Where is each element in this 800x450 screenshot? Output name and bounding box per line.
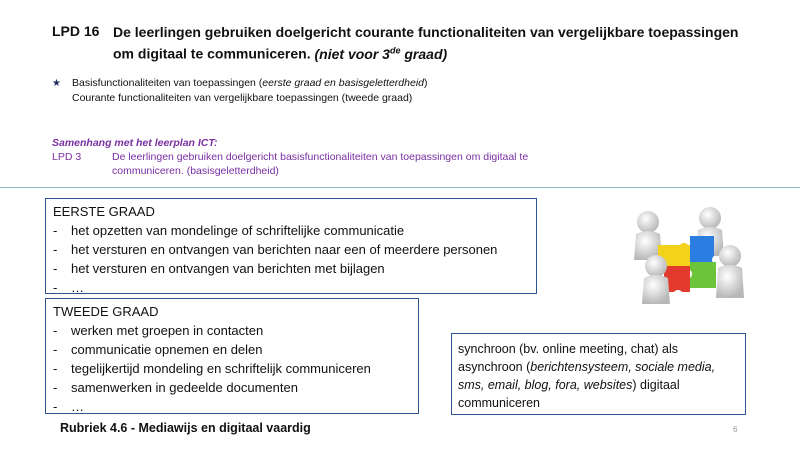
figure-head-icon — [637, 211, 659, 233]
ict-block — [52, 136, 572, 178]
tweede-graad-box — [45, 298, 419, 414]
basis-list — [52, 76, 428, 106]
page-number: 6 — [733, 425, 738, 434]
list-item-text: tegelijkertijd mondeling en schriftelijk communiceren — [71, 361, 371, 376]
eerste-graad-title: EERSTE GRAAD — [53, 204, 155, 219]
lpd-title-note-sup: de — [389, 45, 401, 55]
list-item: - … — [53, 280, 84, 295]
list-item-text: … — [71, 280, 84, 295]
lpd-title-line2: digitaal te communiceren. — [137, 45, 311, 62]
list-item: - communicatie opnemen en delen — [53, 342, 263, 357]
ict-code: LPD 3 — [52, 151, 82, 163]
communicatie-text-italic: berichtensysteem, sociale media, sms, email, blog, fora, websites — [458, 360, 716, 392]
list-item: - het versturen en ontvangen van berichten naar een of meerdere personen — [53, 242, 498, 257]
list-item-text: het versturen en ontvangen van berichten met bijlagen — [71, 261, 385, 276]
puzzle-figures-illustration — [618, 200, 763, 310]
basis-item-1-b: ) — [424, 77, 428, 89]
list-item: - … — [53, 399, 84, 414]
lpd-title-note-b: graad) — [400, 45, 448, 62]
basis-item-1 — [52, 76, 428, 91]
lpd-title-note-a: (niet voor 3 — [314, 45, 390, 62]
tweede-graad-list — [53, 321, 411, 416]
figure-body-icon — [716, 265, 744, 298]
section-divider — [0, 187, 800, 188]
list-item: - werken met groepen in contacten — [53, 323, 264, 338]
lpd-title-line1: De leerlingen gebruiken doelgericht courante functionaliteiten van vergelijkbare toepassingen om — [113, 24, 739, 62]
footer-rubriek: Rubriek 4.6 - Mediawijs en digitaal vaardig — [60, 421, 311, 435]
figure-head-icon — [645, 255, 667, 277]
list-item-text: … — [71, 399, 84, 414]
ict-heading: Samenhang met het leerplan ICT: — [52, 137, 218, 149]
list-item: - samenwerken in gedeelde documenten — [53, 380, 298, 395]
ict-text: De leerlingen gebruiken doelgericht basisfunctionaliteiten van toepassingen om digitaal te communiceren. (basisgeletterdheid) — [112, 151, 529, 177]
lpd-title — [113, 23, 753, 63]
figure-head-icon — [719, 245, 741, 267]
lpd-title-note — [315, 46, 448, 62]
communicatie-text-b: ) digitaal communiceren — [458, 378, 680, 410]
list-item: - tegelijkertijd mondeling en schriftelijk communiceren — [53, 361, 371, 376]
list-item-text: werken met groepen in contacten — [71, 323, 264, 338]
tweede-graad-title: TWEEDE GRAAD — [53, 304, 159, 319]
communicatie-box — [451, 333, 746, 415]
basis-item-1-italic: eerste graad en basisgeletterdheid — [262, 77, 424, 89]
figure-body-icon — [642, 275, 670, 304]
figure-head-icon — [699, 207, 721, 229]
basis-item-2: Courante functionaliteiten van vergelijkbare toepassingen (tweede graad) — [72, 92, 413, 104]
list-item-text: het opzetten van mondelinge of schriftelijke communicatie — [71, 223, 405, 238]
list-item-text: het versturen en ontvangen van berichten naar een of meerdere personen — [71, 242, 498, 257]
list-item: - het versturen en ontvangen van berichten met bijlagen — [53, 261, 385, 276]
list-item: - het opzetten van mondelinge of schriftelijke communicatie — [53, 223, 405, 238]
eerste-graad-box — [45, 198, 537, 294]
list-item-text: samenwerken in gedeelde documenten — [71, 380, 298, 395]
puzzle-piece-green-icon — [690, 262, 716, 288]
ict-row — [52, 150, 572, 178]
communicatie-text-a: synchroon (bv. online meeting, chat) als asynchroon ( — [458, 342, 679, 374]
lpd-code: LPD 16 — [52, 23, 100, 39]
eerste-graad-list — [53, 221, 529, 297]
basis-item-1-a: Basisfunctionaliteiten van toepassingen ( — [72, 77, 263, 89]
star-bullet-icon: ★ — [52, 78, 61, 89]
list-item-text: communicatie opnemen en delen — [71, 342, 263, 357]
